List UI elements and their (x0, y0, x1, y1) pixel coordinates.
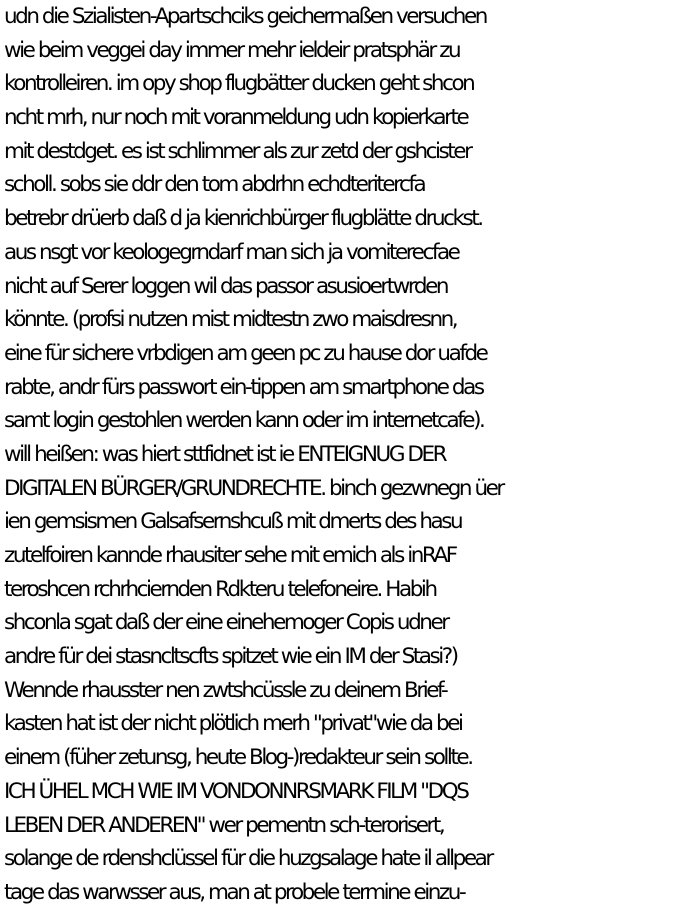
text-line: zutelfoiren kannde rhausiter sehe mit emich als inRAF (4, 543, 456, 568)
text-line: betrebr drüerb daß d ja kienrichbürger flugblätte druckst. (4, 206, 482, 232)
text-line: Wennde rhausster nen zwtshcüssle zu deinem Brief- (4, 677, 447, 703)
text-line: könnte. (profsi nutzen mist midtestn zwo maisdresnn, (4, 307, 457, 333)
text-line: samt login gestohlen werden kann oder im internetcafe). (4, 408, 484, 434)
text-line: ncht mrh, nur noch mit voranmeldung udn kopierkarte (4, 105, 468, 131)
text-line: eine für sichere vrbdigen am geen pc zu hause dor uafde (4, 340, 487, 366)
text-line: andre für dei stasncltscfts spitzet wie ein IM der Stasi?) (4, 644, 457, 670)
text-line: ICH ÜHEL MCH WIE IM VONDONNRSMARK FILM "DQS (4, 778, 468, 804)
text-line: teroshcen rchrhciernden Rdkteru telefoneire. Habih (4, 576, 436, 602)
text-line: scholl. sobs sie ddr den tom abdrhn echdteritercfa (4, 172, 425, 198)
text-line: wie beim veggei day immer mehr ieldeir pratsphär zu (4, 37, 460, 63)
text-line: kasten hat ist der nicht plötlich merh "privat"wie da bei (4, 711, 462, 737)
text-line: nicht auf Serer loggen wil das passor asusioertwrden (4, 273, 448, 299)
body-text (4, 0, 684, 910)
text-line: LEBEN DER ANDEREN" wer pementn sch-terorisert, (4, 812, 444, 838)
text-line: aus nsgt vor keologegrndarf man sich ja vomiterecfae (4, 239, 459, 265)
text-line: DIGITALEN BÜRGER/GRUNDRECHTE. binch gezwnegn üer (4, 475, 503, 501)
text-line: will heißen: was hiert sttfidnet ist ie ENTEIGNUG DER (4, 441, 446, 467)
text-line: udn die Szialisten-Apartschciks geichermaßen versuchen (4, 4, 486, 29)
text-line: tage das warwsser aus, man at probele termine einzu- (4, 879, 465, 905)
text-line: solange de rdenshclüssel für die huzgsalage hate il allpear (4, 846, 492, 872)
text-line: shconla sgat daß der eine einehemoger Copis udner (4, 610, 448, 636)
text-line: ien gemsismen Galsafsernshcuß mit dmerts des hasu (4, 509, 462, 535)
text-line: rabte, andr fürs passwort ein-tippen am smartphone das (4, 374, 483, 400)
text-line: kontrolleiren. im opy shop flugbätter ducken geht shcon (4, 71, 474, 97)
text-line: einem (füher zetunsg, heute Blog-)redakteur sein sollte. (4, 745, 472, 771)
text-line: mit destdget. es ist schlimmer als zur zetd der gshcister (4, 138, 471, 164)
